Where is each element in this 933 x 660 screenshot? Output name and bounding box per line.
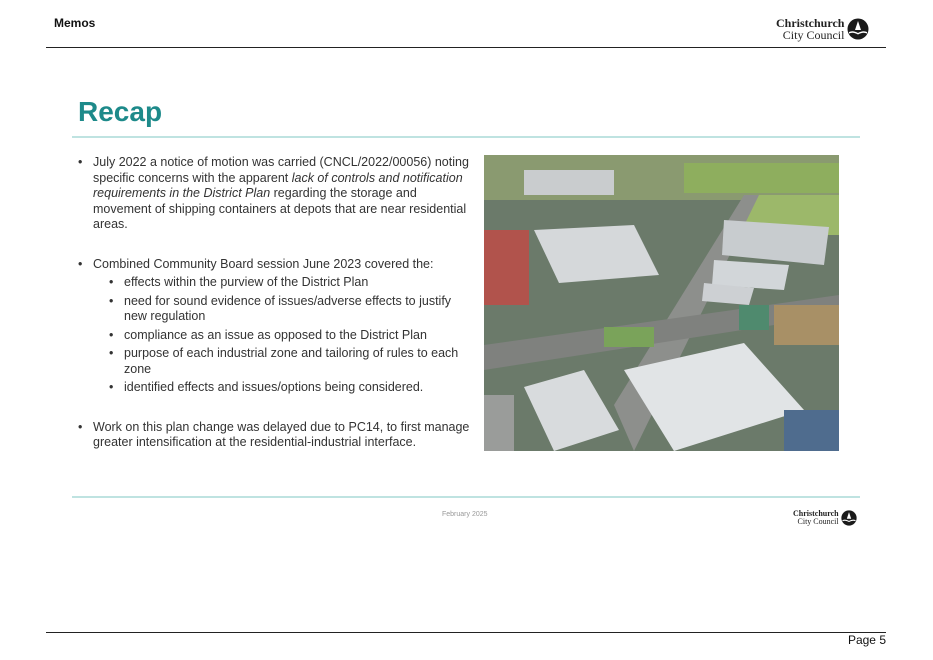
bullet-community-board: • Combined Community Board session June 2023 covered the: [78,257,473,273]
footer-date: February 2025 [442,511,488,518]
slide-title: Recap [78,96,163,127]
footer-logo-line1: Christchurch [793,509,839,518]
bullet-plan-change-delay: • Work on this plan change was delayed due to PC14, to first manage greater intensification at the residential-industrial interface. [78,420,473,451]
title-divider [72,136,860,138]
footer-logo [793,510,857,526]
page-number: Page 5 [847,633,886,647]
cathedral-emblem-icon [847,18,869,40]
document-header-title: Memos [54,16,96,30]
footer-divider [72,496,860,498]
sub-bullet: • compliance as an issue as opposed to the District Plan [78,328,473,344]
cathedral-emblem-icon [841,510,857,526]
footer-rule [46,632,886,633]
slide-bullets [78,155,473,451]
sub-bullet: • effects within the purview of the District Plan [78,275,473,291]
logo-line2: City Council [782,28,845,42]
footer-logo-line2: City Council [797,517,839,526]
council-logo [776,17,869,41]
header-rule [46,47,886,48]
aerial-industrial-photo [484,155,839,451]
sub-bullet: • purpose of each industrial zone and tailoring of rules to each zone [78,346,473,377]
sub-bullet: • identified effects and issues/options being considered. [78,380,473,396]
sub-bullet: • need for sound evidence of issues/adverse effects to justify new regulation [78,294,473,325]
bullet-notice-of-motion: • July 2022 a notice of motion was carried (CNCL/2022/00056) noting specific concerns with the apparent lack of controls and notification requirements in the District Plan regarding the storage and movement of shipping containers at depots that are near residential areas. [78,155,473,233]
logo-line1: Christchurch [776,16,845,30]
